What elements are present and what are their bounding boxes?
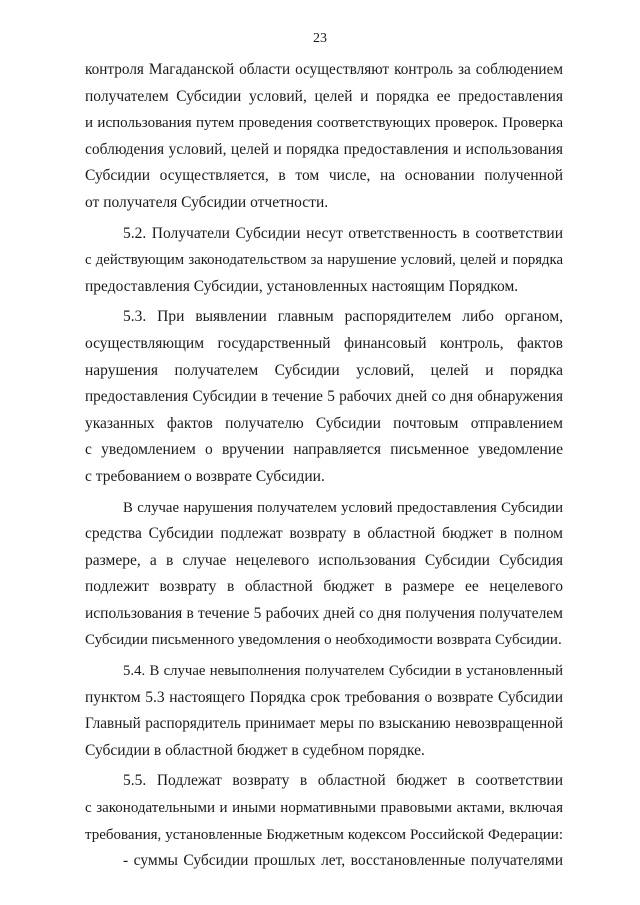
text-line: предоставления Субсидии в течение 5 рабочих дней со дня обнаружения bbox=[85, 388, 563, 406]
text-line: контроля Магаданской области осуществляют контроль за соблюдением bbox=[85, 61, 563, 78]
text-line: получателем Субсидии условий, целей и порядка ее предоставления bbox=[85, 87, 563, 105]
page-number: 23 bbox=[313, 31, 327, 46]
text-line: с законодательными и иными нормативными правовыми актами, включая bbox=[85, 800, 563, 817]
text-line: и использования путем проведения соответствующих проверок. Проверка bbox=[85, 115, 563, 132]
list-item bbox=[85, 848, 563, 875]
paragraph-violation-case bbox=[85, 495, 563, 655]
text-line: - суммы Субсидии прошлых лет, восстановленные получателями bbox=[123, 852, 563, 870]
text-line: Субсидии осуществляется, в том числе, на основании полученной bbox=[85, 167, 563, 185]
text-line: 5.4. В случае невыполнения получателем Субсидии в установленный bbox=[123, 663, 563, 680]
text-line: Субсидии в областной бюджет в судебном порядке. bbox=[85, 741, 425, 759]
text-line: требования, установленные Бюджетным кодексом Российской Федерации: bbox=[85, 826, 563, 843]
text-line: предоставления Субсидии, установленных настоящим Порядком. bbox=[85, 277, 519, 295]
text-line: использования в течение 5 рабочих дней со дня получения получателем bbox=[85, 604, 563, 622]
text-line: подлежит возврату в областной бюджет в размере ее нецелевого bbox=[85, 578, 563, 596]
text-line: от получателя Субсидии отчетности. bbox=[85, 193, 329, 211]
paragraph-continuation bbox=[85, 57, 563, 217]
text-line: 5.5. Подлежат возврату в областной бюджет в соответствии bbox=[123, 772, 563, 790]
text-line: с уведомлением о вручении направляется письменное уведомление bbox=[85, 441, 563, 459]
text-line: указанных фактов получателю Субсидии почтовым отправлением bbox=[85, 414, 563, 432]
text-line: 5.2. Получатели Субсидии несут ответственность в соответствии bbox=[123, 224, 563, 242]
text-line: с требованием о возврате Субсидии. bbox=[85, 467, 325, 485]
text-line: средства Субсидии подлежат возврату в областной бюджет в полном bbox=[85, 525, 563, 543]
text-line: размере, а в случае нецелевого использования Субсидии Субсидия bbox=[85, 551, 563, 569]
text-line: нарушения получателем Субсидии условий, целей и порядка bbox=[85, 361, 563, 379]
paragraph-5-5 bbox=[85, 768, 563, 848]
text-line: с действующим законодательством за нарушение условий, целей и порядка bbox=[85, 252, 563, 269]
text-line: пунктом 5.3 настоящего Порядка срок требования о возврате Субсидии bbox=[85, 688, 563, 706]
text-line: Субсидии письменного уведомления о необходимости возврата Субсидии. bbox=[85, 632, 562, 649]
text-line: осуществляющим государственный финансовый контроль, фактов bbox=[85, 334, 563, 352]
paragraph-5-2 bbox=[85, 221, 563, 301]
document-body bbox=[85, 57, 563, 875]
text-line: В случае нарушения получателем условий предоставления Субсидии bbox=[123, 499, 563, 516]
text-line: Главный распорядитель принимает меры по взысканию невозвращенной bbox=[85, 715, 563, 733]
text-line: соблюдения условий, целей и порядка предоставления и использования bbox=[85, 140, 563, 158]
text-line: 5.3. При выявлении главным распорядителем либо органом, bbox=[123, 308, 563, 326]
paragraph-5-3 bbox=[85, 304, 563, 490]
paragraph-5-4 bbox=[85, 658, 563, 764]
